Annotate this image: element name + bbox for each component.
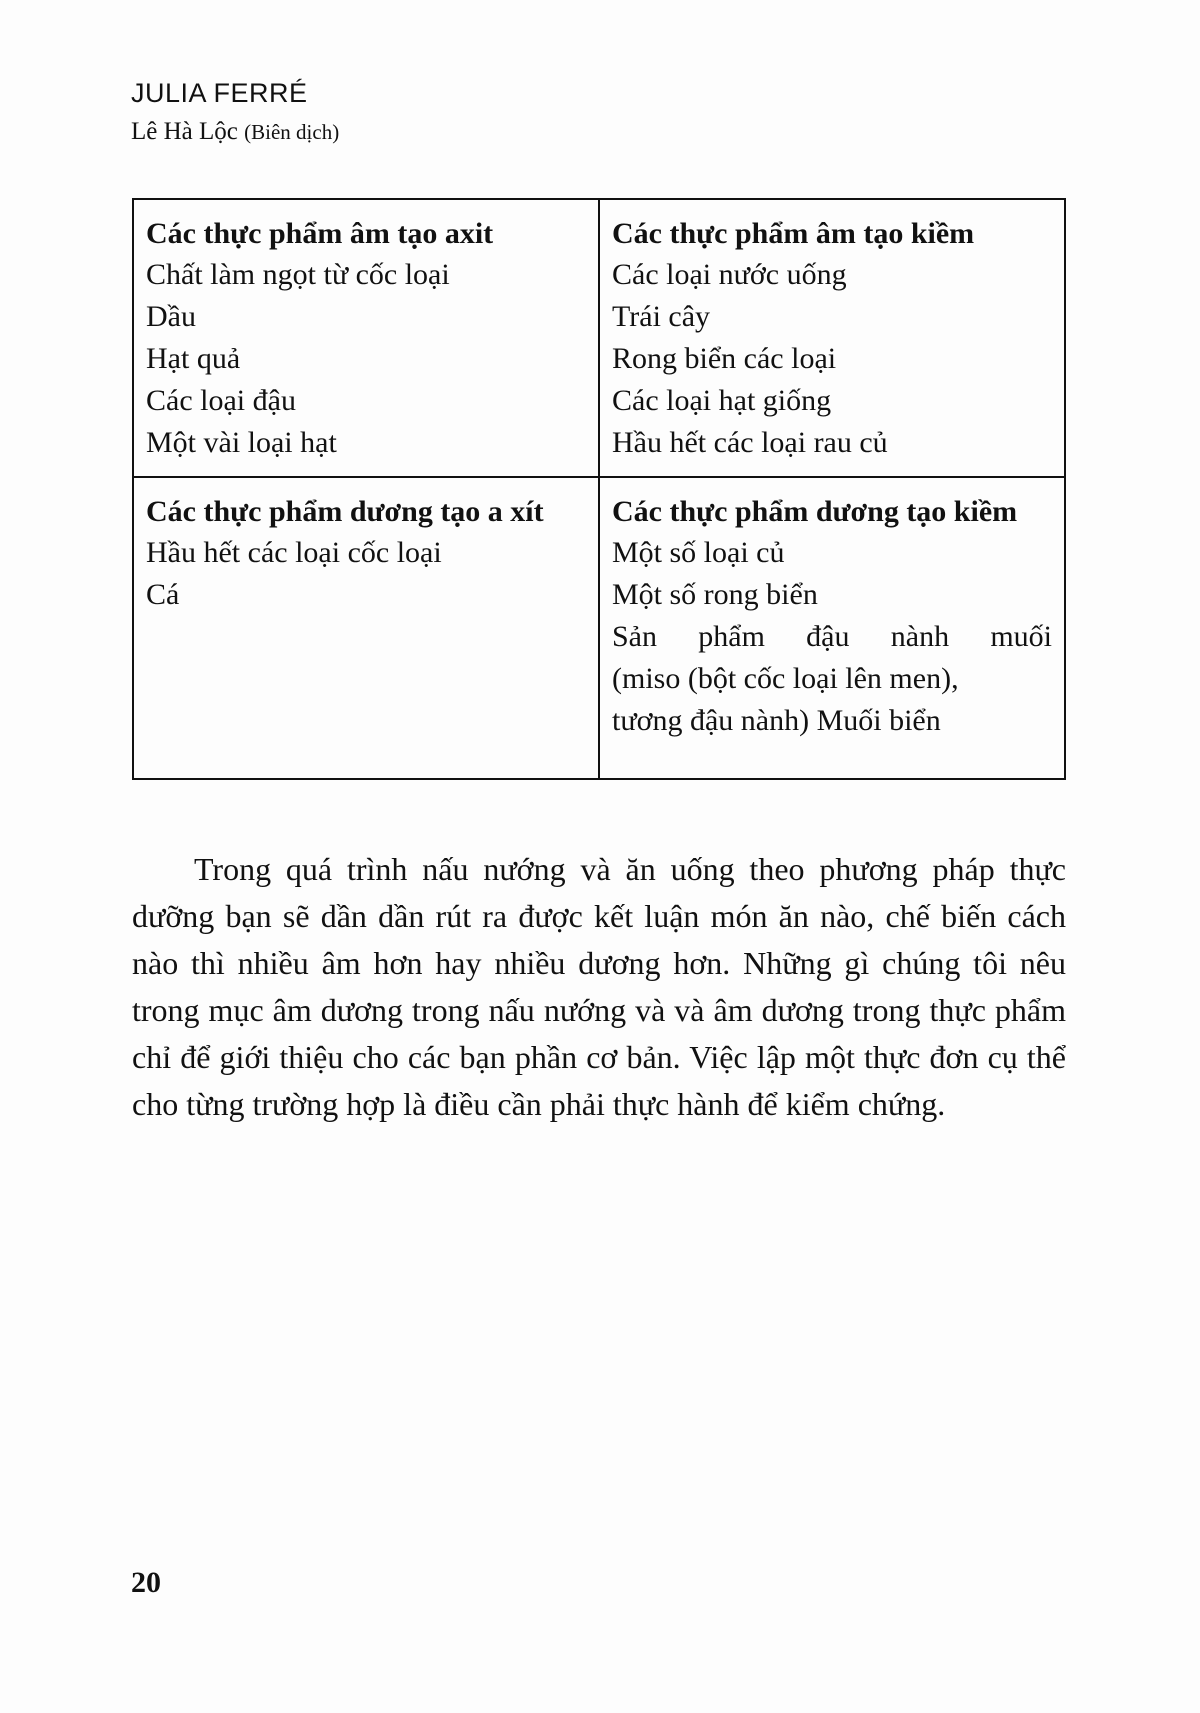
table-cell-yin-alkaline	[599, 199, 1065, 477]
cell-item: Một vài loại hạt	[146, 426, 337, 459]
body-paragraph: Trong quá trình nấu nướng và ăn uống theo phương pháp thực dưỡng bạn sẽ dần dần rút ra được kết luận món ăn nào, chế biến cách nào thì nhiều âm hơn hay nhiều dương hơn. Những gì chúng tôi nêu trong mục âm dương trong nấu nướng và và âm dương trong thực phẩm chỉ để giới thiệu cho các bạn phần cơ bản. Việc lập một thực đơn cụ thể cho từng trường hợp là điều cần phải thực hành để kiểm chứng.	[132, 851, 1066, 1122]
cell-item: Một số loại củ	[612, 536, 785, 569]
running-header-author: JULIA FERRÉ	[131, 78, 308, 108]
cell-item: Rong biển các loại	[612, 342, 837, 375]
cell-item: Dầu	[146, 300, 196, 333]
cell-heading: Các thực phẩm dương tạo kiềm	[612, 495, 1018, 528]
cell-item: Hạt quả	[146, 342, 241, 375]
translator-role: (Biên dịch)	[244, 120, 340, 144]
cell-heading: Các thực phẩm dương tạo a xít	[146, 495, 544, 528]
cell-item: Trái cây	[612, 300, 711, 333]
cell-item: tương đậu nành) Muối biển	[612, 704, 941, 737]
cell-item: Các loại đậu	[146, 384, 296, 417]
cell-item: Các loại hạt giống	[612, 384, 832, 417]
table-cell-yang-alkaline	[599, 477, 1065, 779]
table-cell-yang-acid	[133, 477, 599, 779]
cell-item: Một số rong biển	[612, 578, 818, 611]
table-row	[133, 477, 1065, 779]
cell-item: (miso (bột cốc loại lên men),	[612, 662, 959, 695]
page-number: 20	[131, 1566, 161, 1599]
cell-heading: Các thực phẩm âm tạo axit	[146, 217, 494, 250]
table-cell-yin-acid	[133, 199, 599, 477]
cell-item: Hầu hết các loại rau củ	[612, 426, 888, 459]
table-row	[133, 199, 1065, 477]
food-classification-table	[132, 198, 1066, 780]
running-header-translator	[131, 118, 339, 146]
cell-heading: Các thực phẩm âm tạo kiềm	[612, 217, 975, 250]
translator-name: Lê Hà Lộc	[131, 118, 238, 145]
cell-item: Hầu hết các loại cốc loại	[146, 536, 442, 569]
cell-item: Các loại nước uống	[612, 258, 847, 291]
cell-item: Chất làm ngọt từ cốc loại	[146, 258, 450, 291]
cell-item: Cá	[146, 578, 180, 611]
cell-item: Sản phẩm đậu nành muối	[612, 620, 1052, 653]
